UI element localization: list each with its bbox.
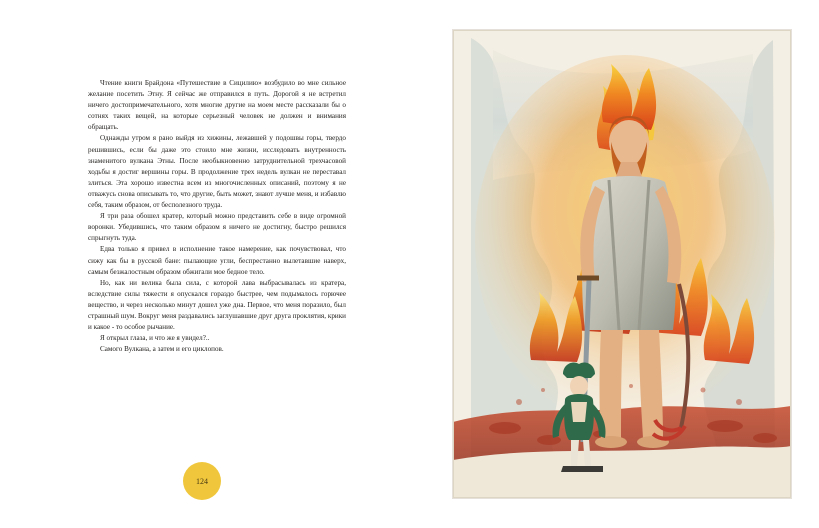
paragraph: Но, как ни велика была сила, с которой лава выбрасывалась из кратера, вследствие силы тяжести я опускался гораздо быстрее, чем подымалось горючее вещество, и через несколько минут дошел уже дна. Первое, что меня поразило, был страшный шум. Вокруг меня раздавались заглушавшие друг друга проклятия, крики и какое - то особое рычание. xyxy=(88,278,346,332)
paragraph: Чтение книги Брайдона «Путешествие в Сицилию» возбудило во мне сильное желание посетить Этну. Я сейчас же отправился в путь. Дорогой я не встретил ничего достопримечательного, хотя многие другие на моем месте рассказали бы о сотнях таких вещей, на которые серьезный человек не должен и внимания обращать. xyxy=(88,79,346,132)
paragraph: Я три раза обошел кратер, который можно представить себе в виде огромной воронки. Убедившись, что таким образом я ничего не достигну, быстро решился спрыгнуть туда. xyxy=(88,212,346,243)
body-text-column xyxy=(88,78,346,355)
paragraph: Едва только я привел в исполнение такое намерение, как почувствовал, что сижу как бы в русской бане: пылающие угли, беспрестанно вылетавшие наверх, самым безжалостным образом обжигали мое бедное тело. xyxy=(88,245,346,276)
paragraph: Самого Вулкана, а затем и его циклопов. xyxy=(100,345,224,354)
right-page xyxy=(420,0,819,528)
paragraph: Я открыл глаза, и что же я увидел?.. xyxy=(100,334,210,343)
paragraph: Однажды утром я рано выйдя из хижины, лежавшей у подошвы горы, твердо решившись, если бы даже это стоило мне жизни, исследовать внутренность знаменитого вулкана Этны. После необыкновенно затруднительной трехчасовой ходьбы я достиг вершины горы. В продолжение трех недель вулкан не переставал злиться. Эта хорошо известна всем из многочисленных описаний, поэтому я не отважусь снова описывать то, что другие, быть может, знают лучше меня, и избавлю себя, таким образом, от бесполезного труда. xyxy=(88,134,346,210)
vulcan-and-cyclops-illustration xyxy=(453,30,791,498)
illustration-frame xyxy=(453,30,791,498)
page-number-badge xyxy=(183,462,221,500)
page-number: 124 xyxy=(196,476,208,486)
